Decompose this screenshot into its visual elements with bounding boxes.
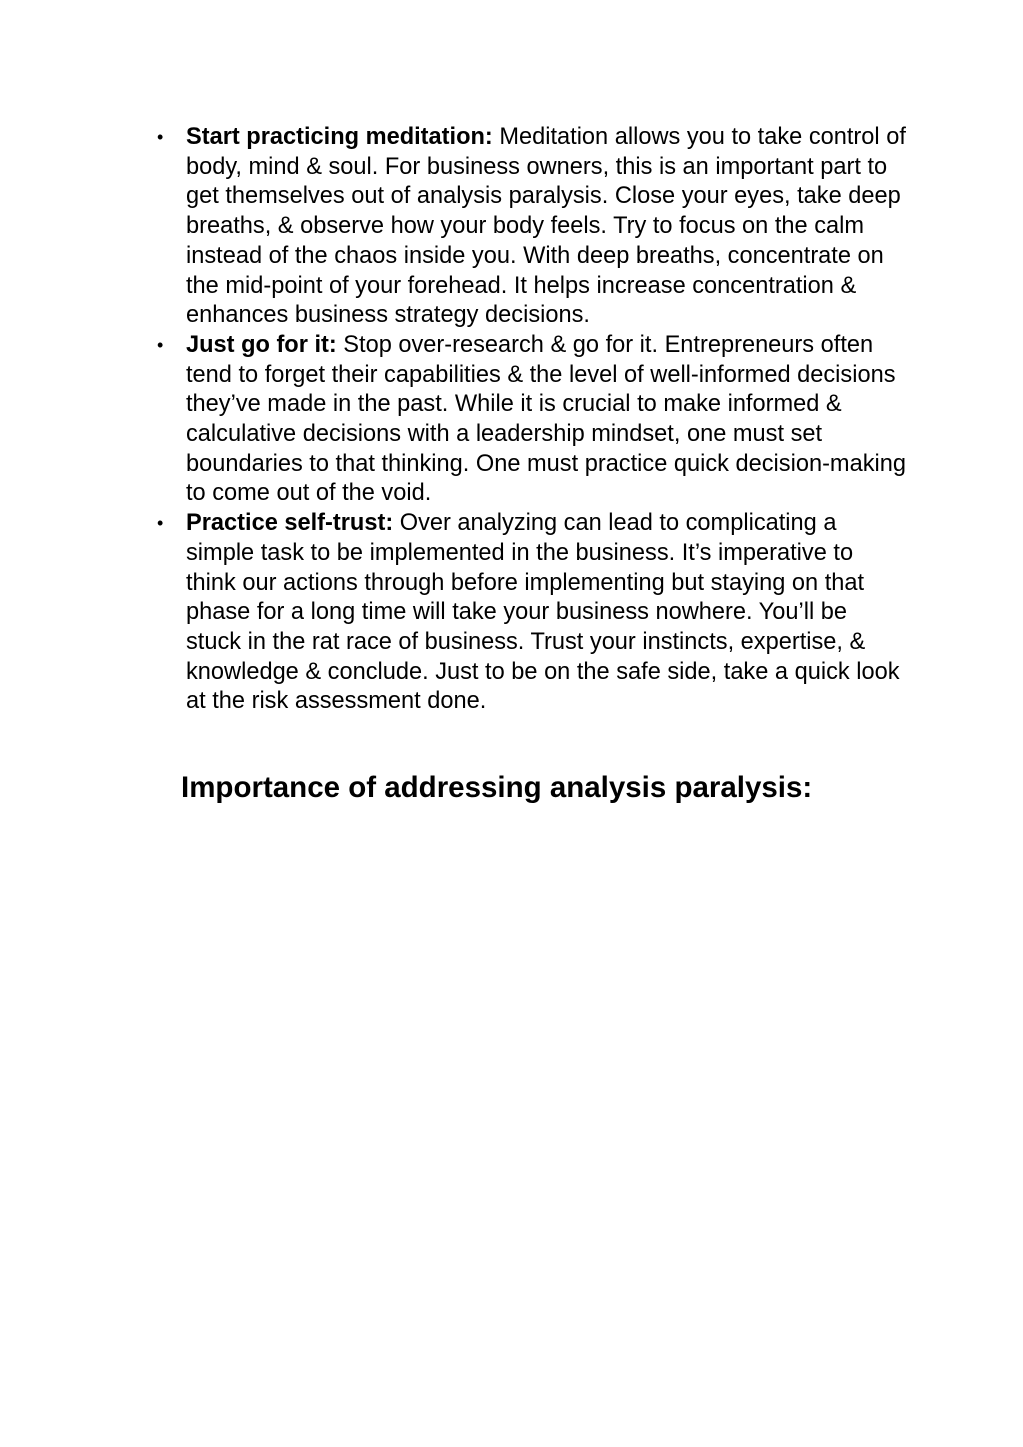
bullet-text: Meditation allows you to take control of body, mind & soul. For business owners, this is an important part to get themselves out of analysis paralysis. Close your eyes, take deep breaths, & observe how your body feels. Try to focus on the calm instead of the chaos inside you. With deep breaths, concentrate on the mid-point of your forehead. It helps increase concentration & enhances business strategy decisions. — [186, 124, 906, 329]
bullet-item-meditation — [157, 123, 906, 331]
bullet-dot-icon: • — [157, 513, 164, 534]
section-heading: Importance of addressing analysis paralysis: — [181, 771, 813, 804]
tips-bullet-list — [157, 123, 906, 717]
bullet-item-just-go — [157, 331, 906, 509]
bullet-text: Over analyzing can lead to complicating a simple task to be implemented in the business. It’s imperative to think our actions through before implementing but staying on that phase for a long time will take your business nowhere. You’ll be stuck in the rat race of business. Trust your instincts, expertise, & knowledge & conclude. Just to be on the safe side, take a quick look at the risk assessment done. — [186, 510, 900, 715]
bullet-dot-icon: • — [157, 334, 164, 355]
bullet-dot-icon: • — [157, 127, 164, 147]
bullet-text: Stop over-research & go for it. Entrepreneurs often tend to forget their capabilities & the level of well-informed decisions they’ve made in the past. While it is crucial to make informed & calculative decisions with a leadership mindset, one must set boundaries to that thinking. One must practice quick decision-making to come out of the void. — [186, 331, 906, 507]
bullet-heading: Practice self-trust: — [186, 510, 394, 537]
bullet-heading: Start practicing meditation: — [186, 124, 493, 150]
bullet-heading: Just go for it: — [186, 331, 337, 358]
bullet-item-self-trust — [157, 509, 906, 717]
